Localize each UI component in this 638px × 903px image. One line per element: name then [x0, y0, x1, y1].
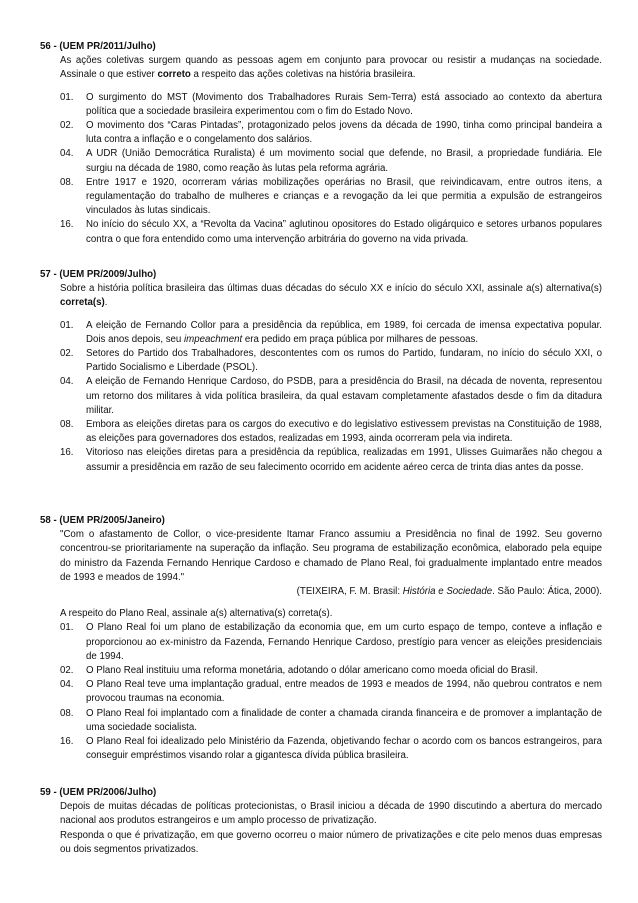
- question-58: [40, 514, 602, 763]
- option-16: 16. No início do século XX, a “Revolta da Vacina” aglutinou opositores do Estado oligárquico e setores urbanos populares contra o que fora entendido como uma intervenção arbitrária do governo na vida privada.: [60, 219, 602, 245]
- option-16: 16. O Plano Real foi idealizado pelo Ministério da Fazenda, objetivando fechar o acordo com os bancos estrangeiros, para conseguir empréstimos visando rolar a gigantesca dívida pública brasileira.: [60, 736, 602, 762]
- option-08: 08. Entre 1917 e 1920, ocorreram várias mobilizações operárias no Brasil, que reivindicavam, entre outros itens, a regulamentação do trabalho de mulheres e crianças e a revogação da lei que permitia a expulsão de estrangeiros vinculados às lutas sindicais.: [60, 176, 602, 217]
- option-04: 04. A UDR (União Democrática Ruralista) é um movimento social que defende, no Brasil, a propriedade fundiária. Ele surgiu na década de 1980, como reação às lutas pela reforma agrária.: [60, 148, 602, 174]
- citation: (TEIXEIRA, F. M. Brasil: História e Sociedade. São Paulo: Ática, 2000).: [296, 586, 602, 598]
- question-paragraph: Responda o que é privatização, em que governo ocorreu o maior número de privatizações e cite pelo menos duas empresas ou dois segmentos privatizados.: [60, 829, 602, 855]
- question-header: 58 - (UEM PR/2005/Janeiro): [40, 515, 165, 526]
- question-57: [40, 268, 602, 475]
- question-paragraph: Depois de muitas décadas de políticas protecionistas, o Brasil iniciou a década de 1990 discutindo a abertura do mercado nacional aos produtos estrangeiros e um amplo processo de privatização.: [60, 801, 602, 827]
- option-01: 01. O Plano Real foi um plano de estabilização da economia que, em um curto espaço de tempo, conteve a inflação e proporcionou ao ex-ministro da Fazenda, Fernando Henrique Cardoso, prestígio para vencer as eleições presidenciais de 1994.: [60, 622, 602, 662]
- option-01: 01. A eleição de Fernando Collor para a presidência da república, em 1989, foi cercada de imensa expectativa popular. Dois anos depois, seu impeachment era pedido em praça pública por milhares de pessoas.: [60, 319, 602, 345]
- question-59: [40, 786, 602, 857]
- option-02: 02. O movimento dos “Caras Pintadas”, protagonizado pelos jovens da década de 1990, tinha como principal bandeira a luta contra a inflação e o congelamento dos salários.: [60, 120, 602, 146]
- option-04: 04. A eleição de Fernando Henrique Cardoso, do PSDB, para a presidência do Brasil, na década de noventa, representou um retorno dos militares à vida política brasileira, da qual estavam completamente afastados desde o fim da ditadura militar.: [60, 376, 602, 416]
- option-01: 01. O surgimento do MST (Movimento dos Trabalhadores Rurais Sem-Terra) está associado ao contexto da abertura política que a sociedade brasileira experimentou com o fim do Estado Novo.: [60, 91, 602, 117]
- quote: "Com o afastamento de Collor, o vice-presidente Itamar Franco assumiu a Presidência no final de 1992. Seu governo concentrou-se prioritariamente na superação da inflação. Seu programa de estabilização econômica, elaborado pela equipe do ministro da Fazenda Fernando Henrique Cardoso e chamado de Plano Real, foi gradualmente implantado entre meados de 1993 e meados de 1994.": [60, 529, 602, 583]
- question-header: 59 - (UEM PR/2006/Julho): [40, 787, 157, 798]
- question-stem: As ações coletivas surgem quando as pessoas agem em conjunto para provocar ou resistir a mudanças na sociedade. Assinale o que estiver correto a respeito das ações coletivas na história brasileira.: [60, 55, 602, 81]
- option-08: 08. Embora as eleições diretas para os cargos do executivo e do legislativo estivessem previstas na Constituição de 1988, as eleições para governadores dos estados, realizadas em 1993, ainda ocorreram pela via indireta.: [60, 419, 602, 445]
- option-16: 16. Vitorioso nas eleições diretas para a presidência da república, realizadas em 1991, Ulisses Guimarães não chegou a assumir a presidência em razão de seu falecimento ocorrido em acidente aéreo cerca de trinta dias antes da posse.: [60, 447, 602, 473]
- option-02: 02. O Plano Real instituiu uma reforma monetária, adotando o dólar americano como moeda oficial do Brasil.: [60, 665, 538, 677]
- question-header: 56 - (UEM PR/2011/Julho): [40, 41, 156, 52]
- option-04: 04. O Plano Real teve uma implantação gradual, entre meados de 1993 e meados de 1994, não quebrou contratos e nem provocou traumas na economia.: [60, 679, 602, 705]
- question-56: [40, 40, 602, 247]
- option-08: 08. O Plano Real foi implantado com a finalidade de conter a chamada ciranda financeira e de promover a implantação de uma sociedade socialista.: [60, 707, 602, 733]
- question-stem: Sobre a história política brasileira das últimas duas décadas do século XX e início do século XXI, assinale a(s) alternativa(s) correta(s).: [60, 283, 602, 309]
- question-prompt: A respeito do Plano Real, assinale a(s) alternativa(s) correta(s).: [60, 608, 333, 620]
- question-header: 57 - (UEM PR/2009/Julho): [40, 269, 157, 280]
- option-02: 02. Setores do Partido dos Trabalhadores, descontentes com os rumos do Partido, fundaram, no início do século XXI, o Partido Socialismo e Liberdade (PSOL).: [60, 348, 602, 374]
